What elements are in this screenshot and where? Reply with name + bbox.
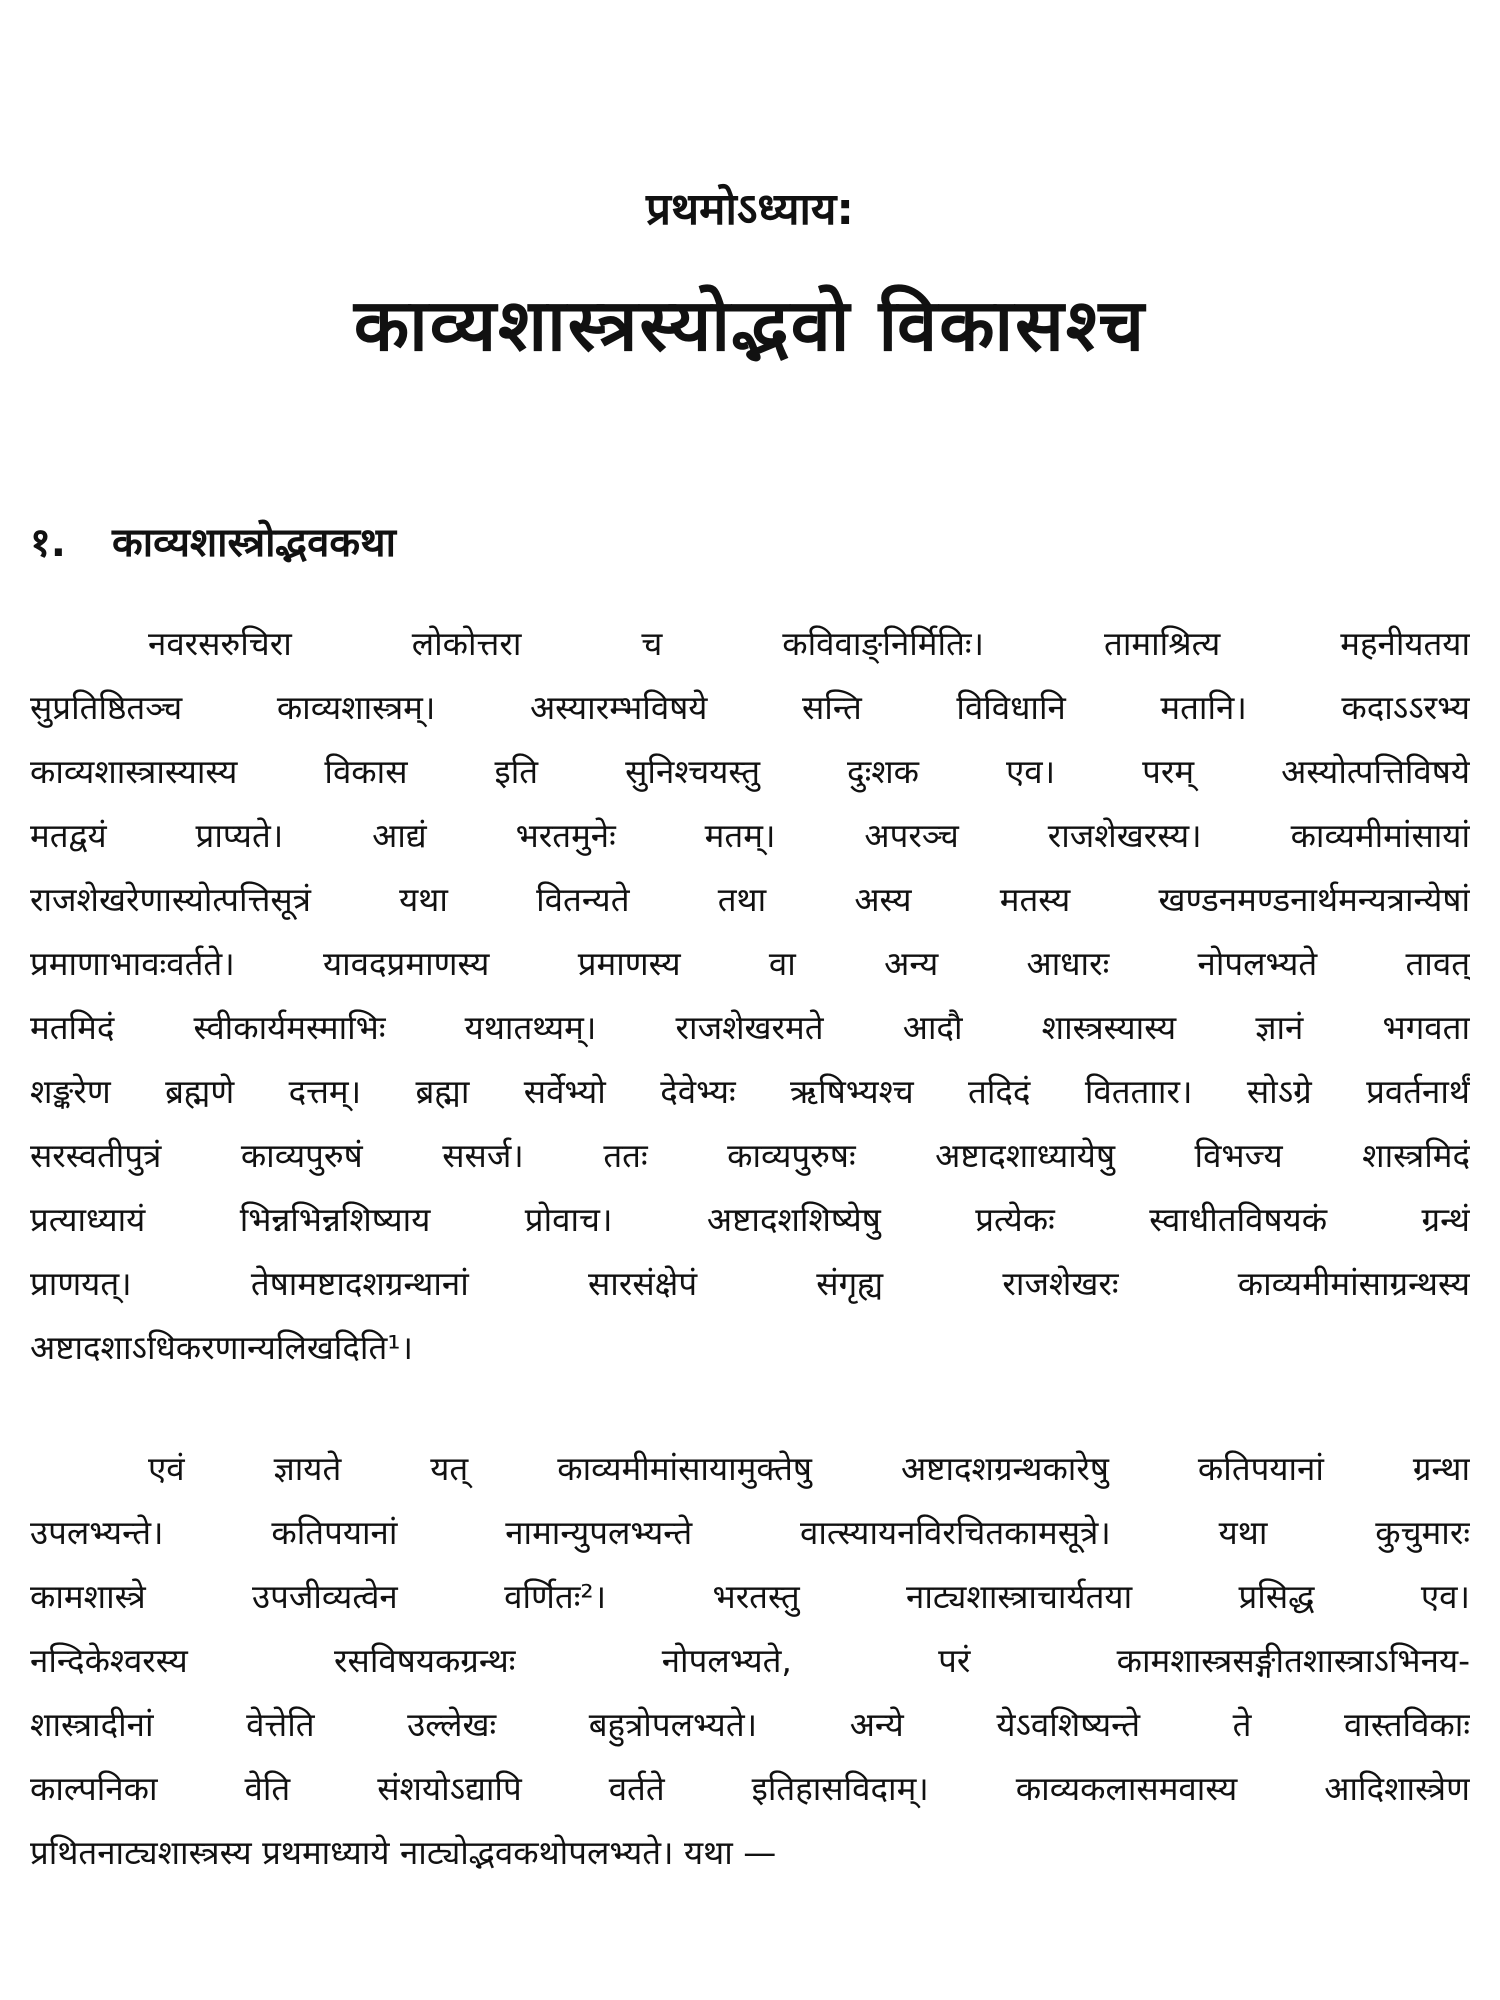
- paragraph-line: अष्टादशाऽधिकरणान्यलिखदिति¹।: [30, 1328, 413, 1367]
- paragraph-line: नन्दिकेश्वरस्य रसविषयकग्रन्थः नोपलभ्यते, परं कामशास्त्रसङ्गीतशास्त्राऽभिनय-: [30, 1641, 1470, 1680]
- paragraph-line: कामशास्त्रे उपजीव्यत्वेन वर्णितः²। भरतस्तु नाट्यशास्त्राचार्यतया प्रसिद्ध एव।: [30, 1577, 1470, 1616]
- paragraph-line: उपलभ्यन्ते। कतिपयानां नामान्युपलभ्यन्ते वात्स्यायनविरचितकामसूत्रे। यथा कुचुमारः: [30, 1513, 1470, 1552]
- section-number: १.: [30, 520, 66, 566]
- chapter-title: काव्यशास्त्रस्योद्भवो विकासश्च: [353, 283, 1147, 367]
- paragraph-line: प्राणयत्। तेषामष्टादशग्रन्थानां सारसंक्षेपं संगृह्य राजशेखरः काव्यमीमांसाग्रन्थस्य: [30, 1264, 1470, 1303]
- chapter-label: प्रथमोऽध्याय:: [646, 184, 854, 235]
- paragraph-line: एवं ज्ञायते यत् काव्यमीमांसायामुक्तेषु अष्टादशग्रन्थकारेषु कतिपयानां ग्रन्था: [148, 1449, 1470, 1488]
- section-heading: [30, 515, 396, 571]
- paragraph-line: काव्यशास्त्रास्यास्य विकास इति सुनिश्चयस्तु दुःशक एव। परम् अस्योत्पत्तिविषये: [30, 752, 1470, 791]
- paragraph-line: प्रत्याध्यायं भिन्नभिन्नशिष्याय प्रोवाच। अष्टादशशिष्येषु प्रत्येकः स्वाधीतविषयकं ग्रन्थं: [30, 1200, 1470, 1239]
- paragraph-2: [30, 1437, 1470, 1885]
- paragraph-line: शङ्करेण ब्रह्मणे दत्तम्। ब्रह्मा सर्वेभ्यो देवेभ्यः ऋषिभ्यश्च तदिदं वितताार। सोऽग्रे प्रवर्तनार्थं: [30, 1072, 1470, 1111]
- paragraph-line: राजशेखरेणास्योत्पत्तिसूत्रं यथा वितन्यते तथा अस्य मतस्य खण्डनमण्डनार्थमन्यत्रान्येषां: [30, 880, 1470, 919]
- paragraph-1: [30, 612, 1470, 1380]
- paragraph-line: मतमिदं स्वीकार्यमस्माभिः यथातथ्यम्। राजशेखरमते आदौ शास्त्रस्यास्य ज्ञानं भगवता: [30, 1008, 1470, 1047]
- paragraph-line: मतद्वयं प्राप्यते। आद्यं भरतमुनेः मतम्। अपरञ्च राजशेखरस्य। काव्यमीमांसायां: [30, 816, 1470, 855]
- paragraph-line: काल्पनिका वेति संशयोऽद्यापि वर्तते इतिहासविदाम्। काव्यकलासमवास्य आदिशास्त्रेण: [30, 1769, 1470, 1808]
- paragraph-line: शास्त्रादीनां वेत्तेति उल्लेखः बहुत्रोपलभ्यते। अन्ये येऽवशिष्यन्ते ते वास्तविकाः: [30, 1705, 1470, 1744]
- section-heading-text: काव्यशास्त्रोद्भवकथा: [112, 520, 396, 566]
- paragraph-line: प्रथितनाट्यशास्त्रस्य प्रथमाध्याये नाट्योद्भवकथोपलभ्यते। यथा —: [30, 1833, 777, 1872]
- paragraph-line: प्रमाणाभावःवर्तते। यावदप्रमाणस्य प्रमाणस्य वा अन्य आधारः नोपलभ्यते तावत्: [30, 944, 1470, 983]
- paragraph-line: नवरसरुचिरा लोकोत्तरा च कविवाङ्निर्मितिः। तामाश्रित्य महनीयतया: [148, 624, 1470, 663]
- paragraph-line: सरस्वतीपुत्रं काव्यपुरुषं ससर्ज। ततः काव्यपुरुषः अष्टादशाध्यायेषु विभज्य शास्त्रमिदं: [30, 1136, 1470, 1175]
- paragraph-line: सुप्रतिष्ठितञ्च काव्यशास्त्रम्। अस्यारम्भविषये सन्ति विविधानि मतानि। कदाऽऽरभ्य: [30, 688, 1470, 727]
